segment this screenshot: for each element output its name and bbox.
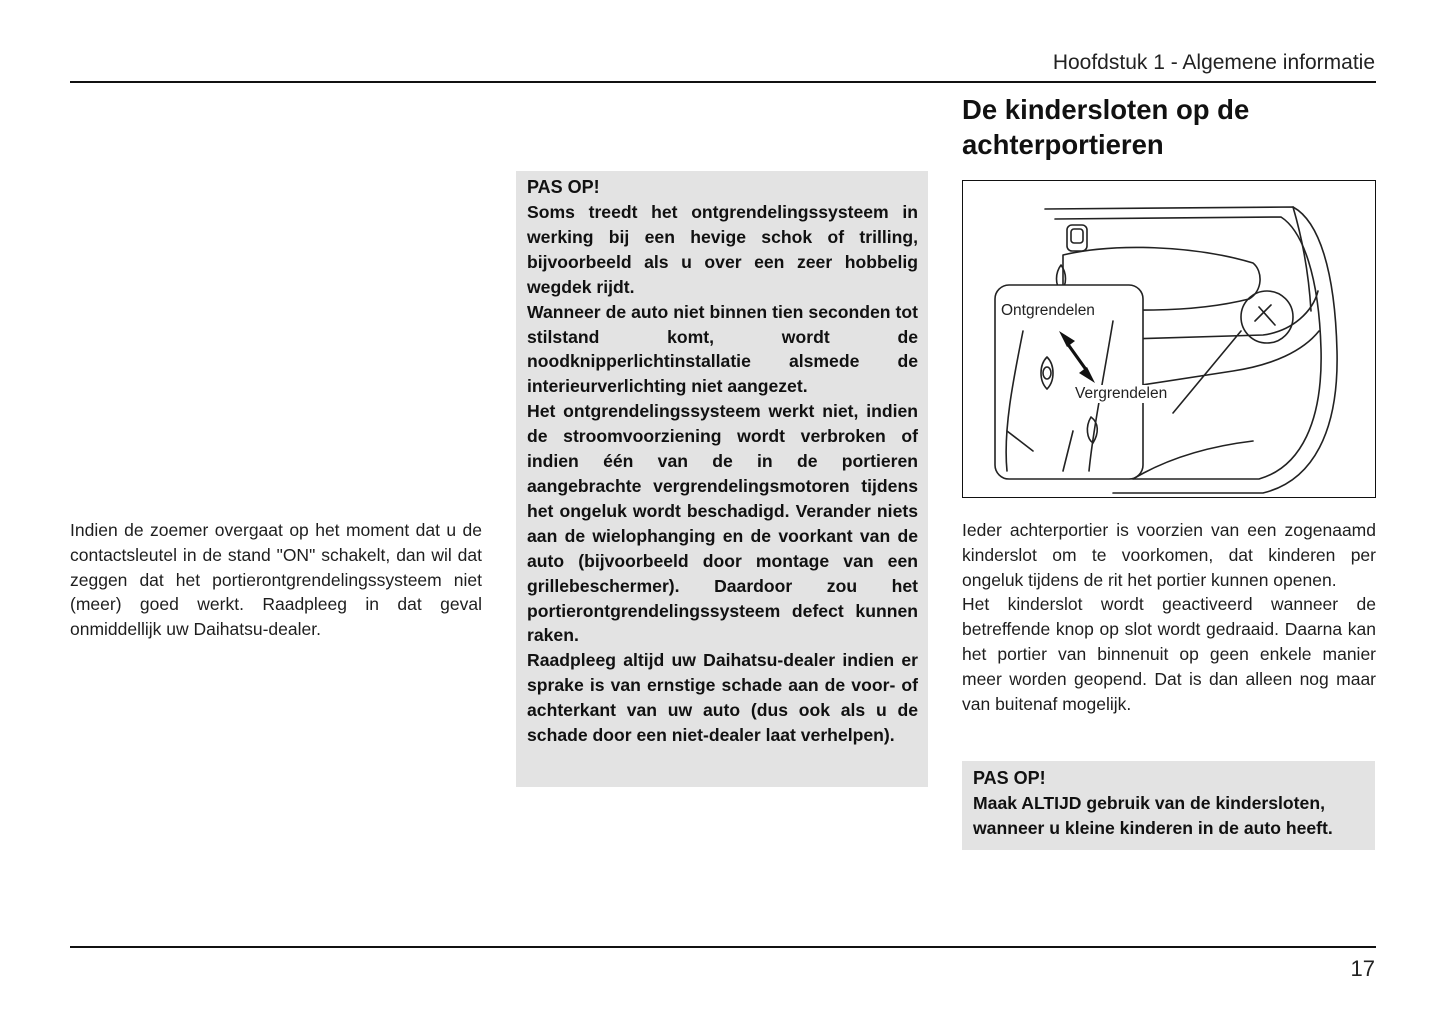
warning-paragraph: Wanneer de auto niet binnen tien seconden tot stilstand komt, wordt de noodknipperlichtinstallatie alsmede de interieurverlichting niet aangezet. <box>527 301 918 397</box>
child-lock-description <box>962 518 1376 716</box>
buzzer-warning-column <box>70 518 482 642</box>
header-rule <box>70 81 1376 83</box>
description-paragraph: Het kinderslot wordt geactiveerd wanneer de betreffende knop op slot wordt gedraaid. Daarna kan het portier van binnenuit op geen enkele manier meer worden geopend. Dat is dan alleen nog maar van buitenaf mogelijk. <box>962 594 1376 714</box>
lock-label: Vergrendelen <box>1075 385 1168 402</box>
buzzer-paragraph: Indien de zoemer overgaat op het moment dat u de contactsleutel in de stand "ON" schakelt, dan wil dat zeggen dat het portierontgrendelingssysteem niet (meer) goed werkt. Raadpleeg in dat geval onmiddellijk uw Daihatsu-dealer. <box>70 520 482 640</box>
unlock-label: Ontgrendelen <box>1001 302 1095 319</box>
warning-box <box>516 171 928 787</box>
warning-paragraph: Soms treedt het ontgrendelingssysteem in werking bij een hevige schok of trilling, bijvoorbeeld als u over een zeer hobbelig wegdek rijdt. <box>527 202 918 297</box>
footer-rule <box>70 946 1376 948</box>
chapter-header: Hoofdstuk 1 - Algemene informatie <box>1052 51 1375 74</box>
rear-door-illustration <box>963 181 1375 497</box>
warning-text <box>527 200 918 748</box>
page-number: 17 <box>1350 956 1375 981</box>
description-paragraph: Ieder achterportier is voorzien van een zogenaamd kinderslot om te voorkomen, dat kinderen per ongeluk tijdens de rit het portier kunnen openen. <box>962 520 1376 590</box>
child-lock-warning-box <box>962 761 1375 850</box>
warning-title: PAS OP! <box>527 177 600 197</box>
child-lock-figure <box>962 180 1376 498</box>
section-title: De kindersloten op de achterportieren <box>962 94 1250 160</box>
warning-paragraph: Raadpleeg altijd uw Daihatsu-dealer indien er sprake is van ernstige schade aan de voor- of achterkant van uw auto (dus ook als u de schade door een niet-dealer laat verhelpen). <box>527 650 918 746</box>
note-text: Maak ALTIJD gebruik van de kindersloten, wanneer u kleine kinderen in de auto heeft. <box>973 793 1333 838</box>
child-lock-part <box>1255 305 1275 325</box>
door-lower-edge <box>1133 441 1253 479</box>
warning-paragraph: Het ontgrendelingssysteem werkt niet, indien de stroomvoorziening wordt verbroken of indien één van de in de portieren aangebrachte vergrendelingsmotoren tijdens het ongeluk wordt beschadigd. Verander niets aan de wielophanging en de voorkant van de auto (bijvoorbeeld door montage van een grillebeschermer). Daardoor zou het portierontgrendelingssysteem defect kunnen raken. <box>527 401 918 646</box>
lock-knob-inner <box>1071 229 1083 243</box>
note-title: PAS OP! <box>973 768 1046 788</box>
